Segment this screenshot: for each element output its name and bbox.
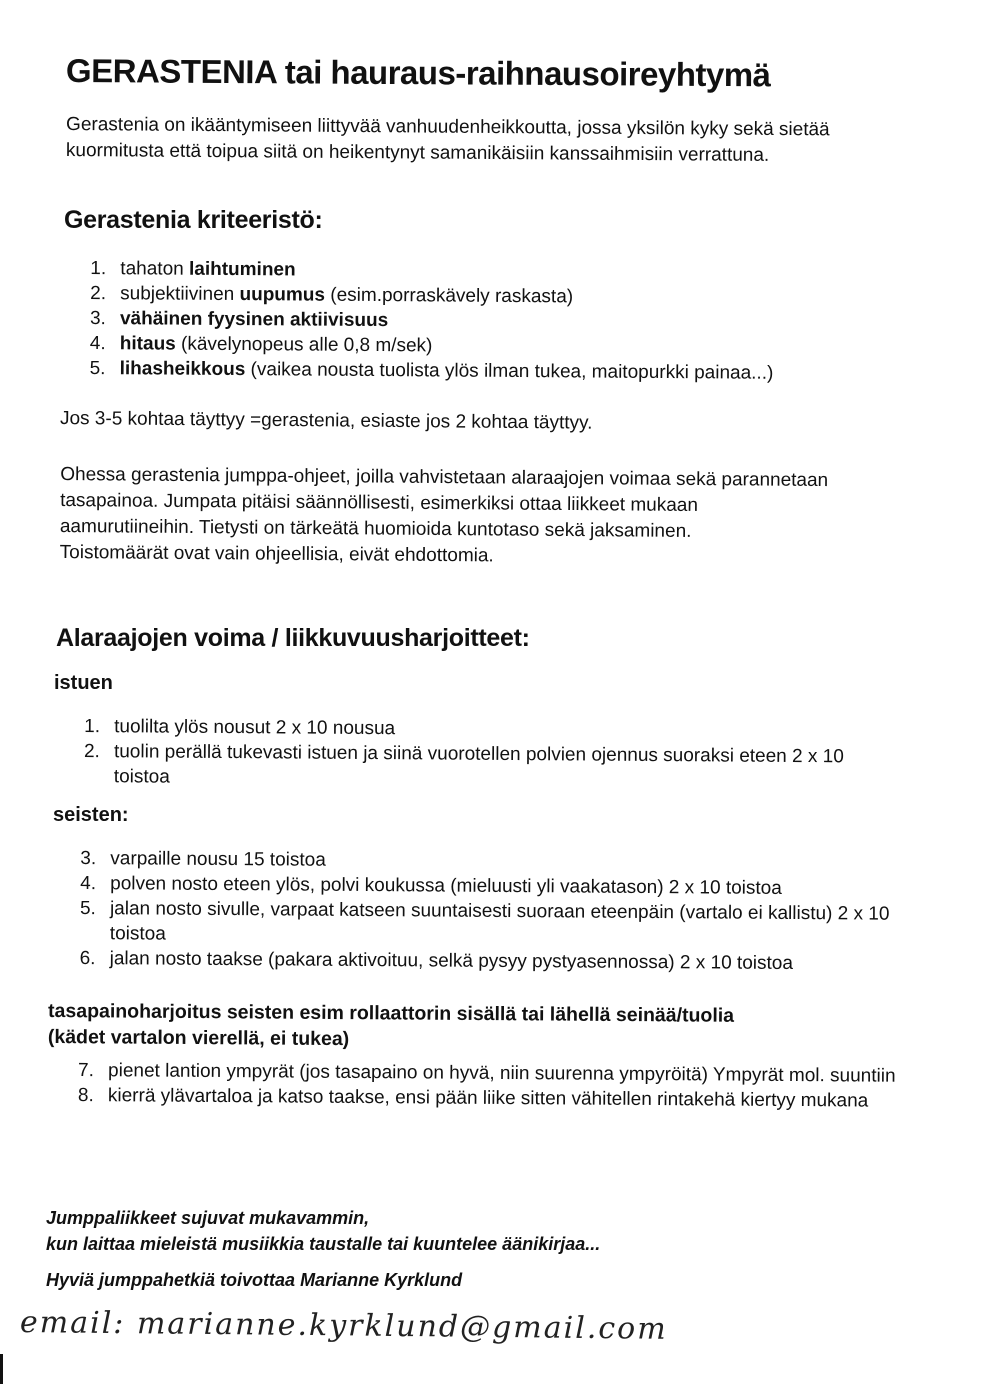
item-number: 6. <box>79 947 96 970</box>
item-text: tuolin perällä tukevasti istuen ja siinä vuorotellen polvien ojennus suoraksi eteen 2 x 10 toistoa <box>113 741 844 788</box>
item-number: 1. <box>84 716 101 738</box>
item-number: 3. <box>89 308 106 330</box>
item-bold-text: laihtuminen <box>188 258 296 281</box>
standing-label: seisten: <box>53 804 129 826</box>
document-title <box>66 52 771 94</box>
item-text: (esim.porraskävely raskasta) <box>324 284 574 308</box>
closing-note <box>46 1205 600 1293</box>
intro-paragraph <box>66 112 830 169</box>
item-text: (kävelynopeus alle 0,8 m/sek) <box>175 333 433 357</box>
item-number: 3. <box>80 848 97 870</box>
exercises-heading: Alaraajojen voima / liikkuvuusharjoitteet: <box>56 624 530 652</box>
balance-heading-line: tasapainoharjoitus seisten esim rollaattorin sisällä tai lähellä seinää/tuolia <box>48 1000 735 1027</box>
intro-line: Gerastenia on ikääntymiseen liittyvää vanhuudenheikkoutta, jossa yksilön kyky sekä sietää <box>66 114 830 141</box>
exercise-item <box>80 896 900 952</box>
scan-edge-mark <box>0 1354 3 1384</box>
balance-heading-line: (kädet vartalon vierellä, ei tukea) <box>47 1026 350 1051</box>
standing-exercise-list <box>80 846 901 977</box>
closing-line: Jumppaliikkeet sujuvat mukavammin, <box>46 1208 370 1228</box>
description-line: aamurutiineihin. Tietysti on tärkeätä huomioida kuntotaso sekä jaksaminen. <box>59 515 692 542</box>
item-text: pienet lantion ympyrät (jos tasapaino on hyvä, niin suurenna ympyröitä) Ympyrät mol. suuntiin <box>108 1060 896 1087</box>
exercise-item <box>84 739 904 795</box>
item-number: 4. <box>80 873 97 895</box>
balance-exercise-list <box>78 1058 898 1114</box>
exercise-item <box>78 1083 898 1114</box>
item-text: (vaikea nousta tuolista ylös ilman tukea, maitopurkki painaa...) <box>245 359 774 384</box>
item-text: kierrä ylävartaloa ja katso taakse, ensi pään liike sitten vähitellen rintakehä kiertyy mukana <box>107 1085 869 1112</box>
closing-line: kun laittaa mieleistä musiikkia taustalle tai kuuntelee äänikirjaa... <box>46 1234 601 1254</box>
item-number: 5. <box>89 357 106 380</box>
criteria-note: Jos 3-5 kohtaa täyttyy =gerastenia, esiaste jos 2 kohtaa täyttyy. <box>59 408 593 434</box>
criteria-heading: Gerastenia kriteeristö: <box>64 206 323 234</box>
item-bold-text: vähäinen fyysinen aktiivisuus <box>119 308 389 332</box>
exercise-item <box>80 946 900 977</box>
item-text: jalan nosto sivulle, varpaat katseen suuntaisesti suoraan eteenpäin (vartalo ei kallistu) 2 x 10 toistoa <box>109 898 890 945</box>
item-number: 7. <box>78 1060 95 1082</box>
criteria-item <box>90 356 774 386</box>
description-line: Ohessa gerastenia jumppa-ohjeet, joilla vahvistetaan alaraajojen voimaa sekä parannetaan <box>60 464 829 492</box>
description-paragraph <box>60 462 829 572</box>
title-bold: GERASTENIA <box>65 52 277 91</box>
item-number: 5. <box>79 898 96 920</box>
title-rest: tai hauraus-raihnausoireyhtymä <box>284 53 771 94</box>
item-number: 2. <box>83 741 100 763</box>
item-text: jalan nosto taakse (pakara aktivoituu, selkä pysyy pystyasennossa) 2 x 10 toistoa <box>109 948 794 974</box>
item-text: subjektiivinen <box>120 283 240 306</box>
item-bold-text: lihasheikkous <box>119 358 246 381</box>
sitting-label: istuen <box>54 672 113 694</box>
item-text: varpaille nousu 15 toistoa <box>110 848 326 871</box>
balance-heading <box>48 998 734 1055</box>
item-text: polven nosto eteen ylös, polvi koukussa (mieluusti yli vaakatason) 2 x 10 toistoa <box>110 873 782 899</box>
item-number: 8. <box>77 1085 94 1107</box>
signature: Hyviä jumppahetkiä toivottaa Marianne Kyrklund <box>46 1270 463 1290</box>
description-line: tasapainoa. Jumpata pitäisi säännöllisesti, esimerkiksi ottaa liikkeet mukaan <box>60 490 699 517</box>
sitting-exercise-list <box>84 714 905 795</box>
item-number: 4. <box>89 332 106 355</box>
item-number: 1. <box>90 258 107 280</box>
intro-line: kuormitusta että toipua siitä on heikentynyt samanikäisiin kanssaihmisiin verrattuna. <box>65 139 770 166</box>
description-line: Toistomäärät ovat vain ohjeellisia, eivät ehdottomia. <box>59 541 494 567</box>
item-text: tahaton <box>120 258 190 280</box>
item-bold-text: uupumus <box>239 284 326 306</box>
item-text: tuolilta ylös nousut 2 x 10 nousua <box>114 716 396 740</box>
item-number: 2. <box>90 283 107 305</box>
handwritten-email: email: marianne.kyrklund@gmail.com <box>19 1305 668 1347</box>
criteria-list <box>90 256 775 386</box>
item-bold-text: hitaus <box>119 333 176 355</box>
